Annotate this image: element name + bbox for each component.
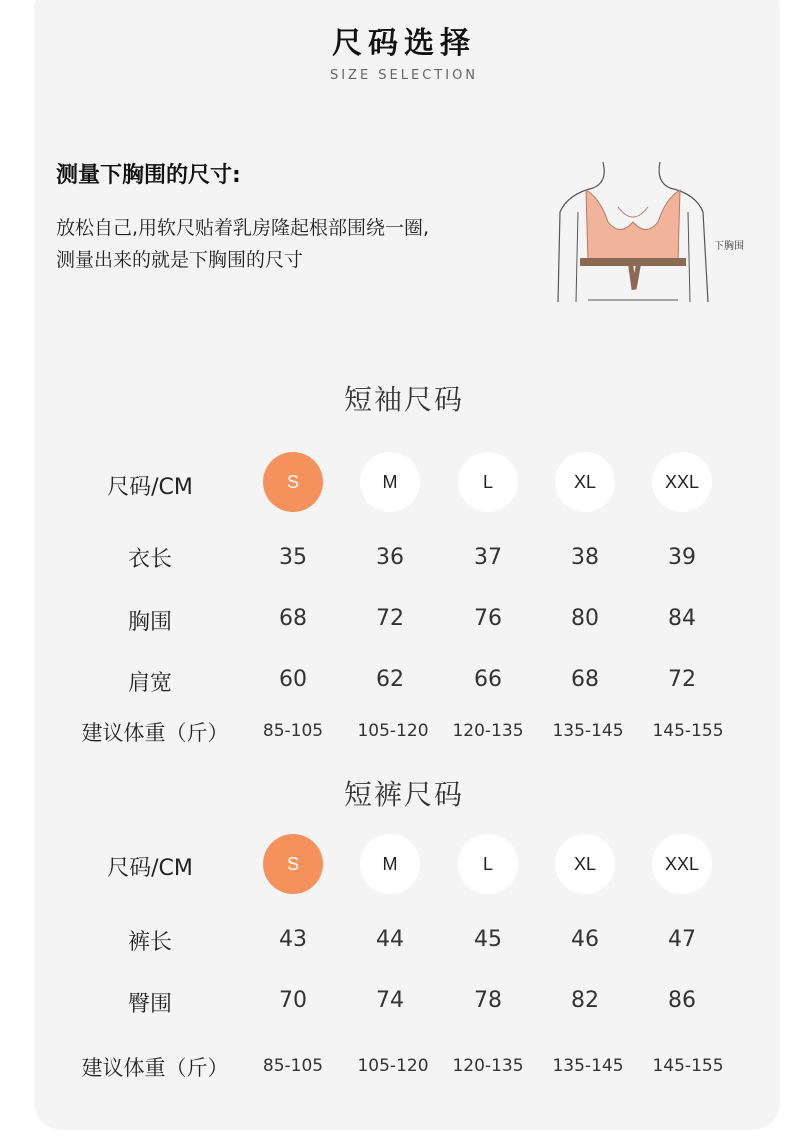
underbust-illustration [548, 152, 768, 312]
tops-size-s[interactable]: S [263, 452, 323, 512]
bottoms-weight-s: 85-105 [262, 1056, 324, 1076]
tops-length-l: 37 [474, 545, 502, 570]
measure-line-2: 测量出来的就是下胸围的尺寸 [56, 249, 304, 271]
bottoms-size-xl[interactable]: XL [555, 834, 615, 894]
bottoms-size-xxl[interactable]: XXL [652, 834, 712, 894]
bottoms-size-label: 尺码/CM [107, 856, 193, 881]
tops-length-m: 36 [376, 545, 404, 570]
tops-row-label-chest: 胸围 [127, 610, 172, 635]
tops-chest-xxl: 84 [668, 606, 696, 631]
tops-chest-xl: 80 [571, 606, 599, 631]
bottoms-weight-label: 建议体重（斤） [81, 1056, 229, 1080]
tops-row-label-shoulder: 肩宽 [127, 671, 172, 696]
page-title: 尺码选择 [332, 26, 476, 61]
bottoms-hip-m: 74 [376, 988, 404, 1013]
measure-title: 测量下胸围的尺寸: [56, 163, 241, 188]
bottoms-hip-xl: 82 [571, 988, 599, 1013]
tops-chest-l: 76 [474, 606, 502, 631]
bottoms-weight-xl: 135-145 [552, 1056, 624, 1076]
tops-chest-s: 68 [279, 606, 307, 631]
illustration-label: 下胸围 [714, 241, 744, 252]
tops-weight-xl: 135-145 [552, 721, 624, 741]
bottoms-hip-s: 70 [279, 988, 307, 1013]
bra-shape [586, 190, 680, 262]
bottoms-weight-l: 120-135 [452, 1056, 524, 1076]
tops-chest-m: 72 [376, 606, 404, 631]
tops-shoulder-xl: 68 [571, 667, 599, 692]
bottoms-length-s: 43 [279, 927, 307, 952]
tops-size-l[interactable]: L [458, 452, 518, 512]
tops-size-xl[interactable]: XL [555, 452, 615, 512]
bottoms-size-s[interactable]: S [263, 834, 323, 894]
tops-shoulder-m: 62 [376, 667, 404, 692]
bottoms-hip-xxl: 86 [668, 988, 696, 1013]
tops-weight-xxl: 145-155 [652, 721, 724, 741]
bottoms-row-label-hip: 臀围 [127, 992, 172, 1017]
tops-weight-s: 85-105 [262, 721, 324, 741]
tops-weight-m: 105-120 [357, 721, 429, 741]
tops-weight-label: 建议体重（斤） [81, 721, 229, 745]
bottoms-size-m[interactable]: M [360, 834, 420, 894]
bottoms-length-xxl: 47 [668, 927, 696, 952]
bottoms-length-xl: 46 [571, 927, 599, 952]
bottoms-length-l: 45 [474, 927, 502, 952]
tops-section-title: 短袖尺码 [343, 383, 464, 416]
bottoms-weight-m: 105-120 [357, 1056, 429, 1076]
tops-length-s: 35 [279, 545, 307, 570]
tops-shoulder-xxl: 72 [668, 667, 696, 692]
bottoms-weight-xxl: 145-155 [652, 1056, 724, 1076]
bottoms-size-l[interactable]: L [458, 834, 518, 894]
tops-length-xxl: 39 [668, 545, 696, 570]
tops-row-label-length: 衣长 [127, 547, 172, 572]
tops-size-m[interactable]: M [360, 452, 420, 512]
bottoms-row-label-length: 裤长 [127, 930, 172, 955]
tops-shoulder-l: 66 [474, 667, 502, 692]
bottoms-hip-l: 78 [474, 988, 502, 1013]
page-subtitle: SIZE SELECTION [329, 68, 479, 83]
measure-line-1: 放松自己,用软尺贴着乳房隆起根部围绕一圈, [56, 217, 430, 239]
tops-weight-l: 120-135 [452, 721, 524, 741]
measure-instructions [56, 212, 526, 276]
tops-size-label: 尺码/CM [107, 475, 193, 500]
tops-shoulder-s: 60 [279, 667, 307, 692]
bottoms-section-title: 短裤尺码 [343, 778, 464, 811]
bottoms-length-m: 44 [376, 927, 404, 952]
tops-length-xl: 38 [571, 545, 599, 570]
tops-size-xxl[interactable]: XXL [652, 452, 712, 512]
